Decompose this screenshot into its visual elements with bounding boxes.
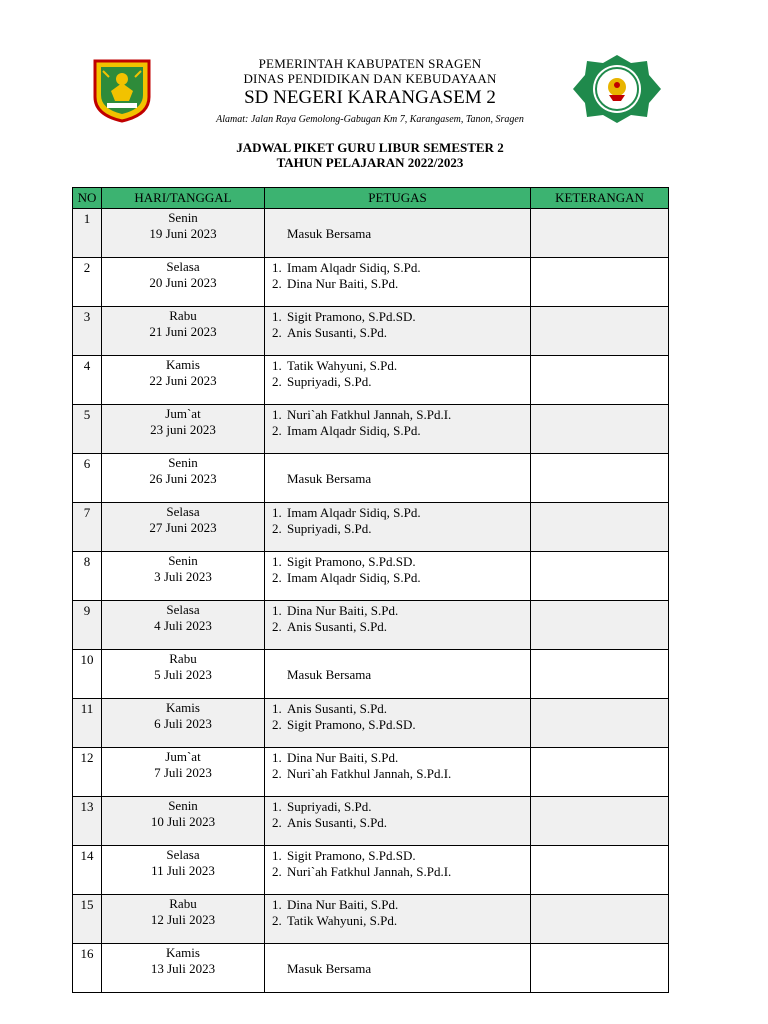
staff-name: 1. Dina Nur Baiti, S.Pd. bbox=[285, 750, 530, 766]
row-number: 14 bbox=[73, 846, 102, 895]
staff-list bbox=[267, 309, 530, 341]
row-date: 11 Juli 2023 bbox=[151, 863, 215, 878]
row-masuk-bersama: Masuk Bersama bbox=[287, 226, 372, 241]
row-staff bbox=[265, 454, 531, 503]
row-day-date bbox=[102, 503, 265, 552]
row-date: 6 Juli 2023 bbox=[154, 716, 212, 731]
row-date: 7 Juli 2023 bbox=[154, 765, 212, 780]
staff-name: 1. Sigit Pramono, S.Pd.SD. bbox=[285, 848, 530, 864]
regency-emblem-icon bbox=[91, 57, 153, 123]
row-notes bbox=[531, 846, 669, 895]
table-row bbox=[73, 454, 669, 503]
row-day-date bbox=[102, 405, 265, 454]
row-day: Senin bbox=[168, 455, 198, 470]
row-day-date bbox=[102, 699, 265, 748]
row-notes bbox=[531, 650, 669, 699]
row-staff bbox=[265, 797, 531, 846]
row-date: 5 Juli 2023 bbox=[154, 667, 212, 682]
row-day: Rabu bbox=[169, 651, 197, 666]
staff-list bbox=[267, 701, 530, 733]
row-number: 6 bbox=[73, 454, 102, 503]
row-day-date bbox=[102, 748, 265, 797]
table-row bbox=[73, 209, 669, 258]
row-number: 12 bbox=[73, 748, 102, 797]
row-staff bbox=[265, 503, 531, 552]
row-number: 5 bbox=[73, 405, 102, 454]
row-staff bbox=[265, 699, 531, 748]
row-notes bbox=[531, 503, 669, 552]
school-emblem-icon bbox=[569, 53, 665, 125]
row-notes bbox=[531, 748, 669, 797]
table-row bbox=[73, 552, 669, 601]
row-masuk-bersama: Masuk Bersama bbox=[287, 667, 372, 682]
row-date: 23 juni 2023 bbox=[150, 422, 216, 437]
row-day: Selasa bbox=[166, 602, 200, 617]
staff-name: 2. Tatik Wahyuni, S.Pd. bbox=[285, 913, 530, 929]
staff-name: 2. Sigit Pramono, S.Pd.SD. bbox=[285, 717, 530, 733]
row-day: Jum`at bbox=[165, 406, 201, 421]
row-day-date bbox=[102, 797, 265, 846]
row-day-date bbox=[102, 552, 265, 601]
row-day: Selasa bbox=[166, 259, 200, 274]
staff-list bbox=[267, 358, 530, 390]
table-row bbox=[73, 601, 669, 650]
staff-name: 2. Imam Alqadr Sidiq, S.Pd. bbox=[285, 570, 530, 586]
table-row bbox=[73, 650, 669, 699]
staff-list bbox=[267, 750, 530, 782]
row-staff bbox=[265, 209, 531, 258]
staff-name: 2. Nuri`ah Fatkhul Jannah, S.Pd.I. bbox=[285, 766, 530, 782]
table-row bbox=[73, 405, 669, 454]
staff-list bbox=[267, 897, 530, 929]
staff-name: 2. Anis Susanti, S.Pd. bbox=[285, 815, 530, 831]
row-day: Kamis bbox=[166, 700, 200, 715]
table-row bbox=[73, 699, 669, 748]
row-day: Jum`at bbox=[165, 749, 201, 764]
row-notes bbox=[531, 601, 669, 650]
row-date: 22 Juni 2023 bbox=[149, 373, 217, 388]
row-day: Rabu bbox=[169, 308, 197, 323]
staff-name: 2. Dina Nur Baiti, S.Pd. bbox=[285, 276, 530, 292]
staff-name: 2. Nuri`ah Fatkhul Jannah, S.Pd.I. bbox=[285, 864, 530, 880]
staff-list bbox=[267, 260, 530, 292]
table-row bbox=[73, 748, 669, 797]
row-day: Senin bbox=[168, 553, 198, 568]
row-date: 19 Juni 2023 bbox=[149, 226, 217, 241]
row-notes bbox=[531, 307, 669, 356]
row-day-date bbox=[102, 307, 265, 356]
staff-name: 1. Dina Nur Baiti, S.Pd. bbox=[285, 897, 530, 913]
row-date: 13 Juli 2023 bbox=[150, 961, 216, 976]
row-day: Senin bbox=[168, 798, 198, 813]
table-row bbox=[73, 797, 669, 846]
table-row bbox=[73, 258, 669, 307]
row-staff bbox=[265, 356, 531, 405]
row-day-date bbox=[102, 356, 265, 405]
staff-list bbox=[267, 505, 530, 537]
table-row bbox=[73, 846, 669, 895]
row-date: 21 Juni 2023 bbox=[149, 324, 217, 339]
row-notes bbox=[531, 944, 669, 993]
row-staff bbox=[265, 552, 531, 601]
row-number: 16 bbox=[73, 944, 102, 993]
row-number: 13 bbox=[73, 797, 102, 846]
row-date: 4 Juli 2023 bbox=[154, 618, 212, 633]
row-number: 8 bbox=[73, 552, 102, 601]
row-notes bbox=[531, 454, 669, 503]
col-header-staff: PETUGAS bbox=[265, 188, 531, 209]
row-number: 7 bbox=[73, 503, 102, 552]
row-date: 12 Juli 2023 bbox=[150, 912, 216, 927]
row-day-date bbox=[102, 209, 265, 258]
staff-name: 1. Tatik Wahyuni, S.Pd. bbox=[285, 358, 530, 374]
row-number: 11 bbox=[73, 699, 102, 748]
staff-name: 1. Imam Alqadr Sidiq, S.Pd. bbox=[285, 505, 530, 521]
staff-name: 2. Anis Susanti, S.Pd. bbox=[285, 325, 530, 341]
letterhead-address: Alamat: Jalan Raya Gemolong-Gabugan Km 7, Karangasem, Tanon, Sragen bbox=[216, 114, 524, 125]
row-staff bbox=[265, 748, 531, 797]
row-number: 1 bbox=[73, 209, 102, 258]
staff-name: 2. Imam Alqadr Sidiq, S.Pd. bbox=[285, 423, 530, 439]
row-day: Kamis bbox=[166, 945, 200, 960]
table-row bbox=[73, 307, 669, 356]
row-number: 10 bbox=[73, 650, 102, 699]
staff-name: 2. Supriyadi, S.Pd. bbox=[285, 521, 530, 537]
row-date: 20 Juni 2023 bbox=[149, 275, 217, 290]
row-day-date bbox=[102, 895, 265, 944]
row-notes bbox=[531, 699, 669, 748]
staff-list bbox=[267, 407, 530, 439]
row-masuk-bersama: Masuk Bersama bbox=[287, 961, 372, 976]
row-staff bbox=[265, 258, 531, 307]
row-number: 2 bbox=[73, 258, 102, 307]
row-masuk-bersama: Masuk Bersama bbox=[287, 471, 372, 486]
row-date: 3 Juli 2023 bbox=[154, 569, 212, 584]
row-day-date bbox=[102, 601, 265, 650]
letterhead-department: DINAS PENDIDIKAN DAN KEBUDAYAAN bbox=[243, 71, 497, 86]
staff-name: 1. Sigit Pramono, S.Pd.SD. bbox=[285, 554, 530, 570]
row-staff bbox=[265, 307, 531, 356]
staff-list bbox=[267, 848, 530, 880]
staff-list bbox=[267, 603, 530, 635]
row-day: Senin bbox=[168, 210, 198, 225]
row-notes bbox=[531, 405, 669, 454]
staff-name: 1. Nuri`ah Fatkhul Jannah, S.Pd.I. bbox=[285, 407, 530, 423]
staff-name: 2. Supriyadi, S.Pd. bbox=[285, 374, 530, 390]
row-staff bbox=[265, 405, 531, 454]
row-date: 26 Juni 2023 bbox=[149, 471, 217, 486]
row-day-date bbox=[102, 650, 265, 699]
document-subtitle: TAHUN PELAJARAN 2022/2023 bbox=[276, 155, 464, 170]
col-header-date: HARI/TANGGAL bbox=[102, 188, 265, 209]
row-notes bbox=[531, 258, 669, 307]
staff-name: 1. Supriyadi, S.Pd. bbox=[285, 799, 530, 815]
row-notes bbox=[531, 797, 669, 846]
table-row bbox=[73, 895, 669, 944]
staff-name: 1. Imam Alqadr Sidiq, S.Pd. bbox=[285, 260, 530, 276]
row-staff bbox=[265, 650, 531, 699]
table-header-row bbox=[73, 188, 669, 209]
row-day: Selasa bbox=[166, 504, 200, 519]
staff-name: 1. Anis Susanti, S.Pd. bbox=[285, 701, 530, 717]
row-day: Rabu bbox=[169, 896, 197, 911]
row-notes bbox=[531, 895, 669, 944]
staff-name: 1. Sigit Pramono, S.Pd.SD. bbox=[285, 309, 530, 325]
table-row bbox=[73, 503, 669, 552]
letterhead-school-name: SD NEGERI KARANGASEM 2 bbox=[244, 87, 496, 108]
row-day: Kamis bbox=[166, 357, 200, 372]
letterhead-government: PEMERINTAH KABUPATEN SRAGEN bbox=[258, 56, 482, 71]
row-number: 15 bbox=[73, 895, 102, 944]
schedule-table bbox=[72, 187, 669, 993]
row-staff bbox=[265, 895, 531, 944]
row-date: 27 Juni 2023 bbox=[149, 520, 217, 535]
row-staff bbox=[265, 601, 531, 650]
col-header-notes: KETERANGAN bbox=[531, 188, 669, 209]
col-header-no: NO bbox=[73, 188, 102, 209]
row-notes bbox=[531, 209, 669, 258]
row-day-date bbox=[102, 846, 265, 895]
staff-name: 2. Anis Susanti, S.Pd. bbox=[285, 619, 530, 635]
staff-name: 1. Dina Nur Baiti, S.Pd. bbox=[285, 603, 530, 619]
letterhead bbox=[170, 56, 570, 126]
table-row bbox=[73, 944, 669, 993]
row-number: 3 bbox=[73, 307, 102, 356]
row-day-date bbox=[102, 454, 265, 503]
row-number: 4 bbox=[73, 356, 102, 405]
row-notes bbox=[531, 552, 669, 601]
row-notes bbox=[531, 356, 669, 405]
table-row bbox=[73, 356, 669, 405]
row-staff bbox=[265, 944, 531, 993]
staff-list bbox=[267, 554, 530, 586]
row-day-date bbox=[102, 944, 265, 993]
row-date: 10 Juli 2023 bbox=[150, 814, 216, 829]
row-staff bbox=[265, 846, 531, 895]
document-title: JADWAL PIKET GURU LIBUR SEMESTER 2 bbox=[236, 140, 504, 155]
staff-list bbox=[267, 799, 530, 831]
row-day-date bbox=[102, 258, 265, 307]
row-day: Selasa bbox=[166, 847, 200, 862]
row-number: 9 bbox=[73, 601, 102, 650]
